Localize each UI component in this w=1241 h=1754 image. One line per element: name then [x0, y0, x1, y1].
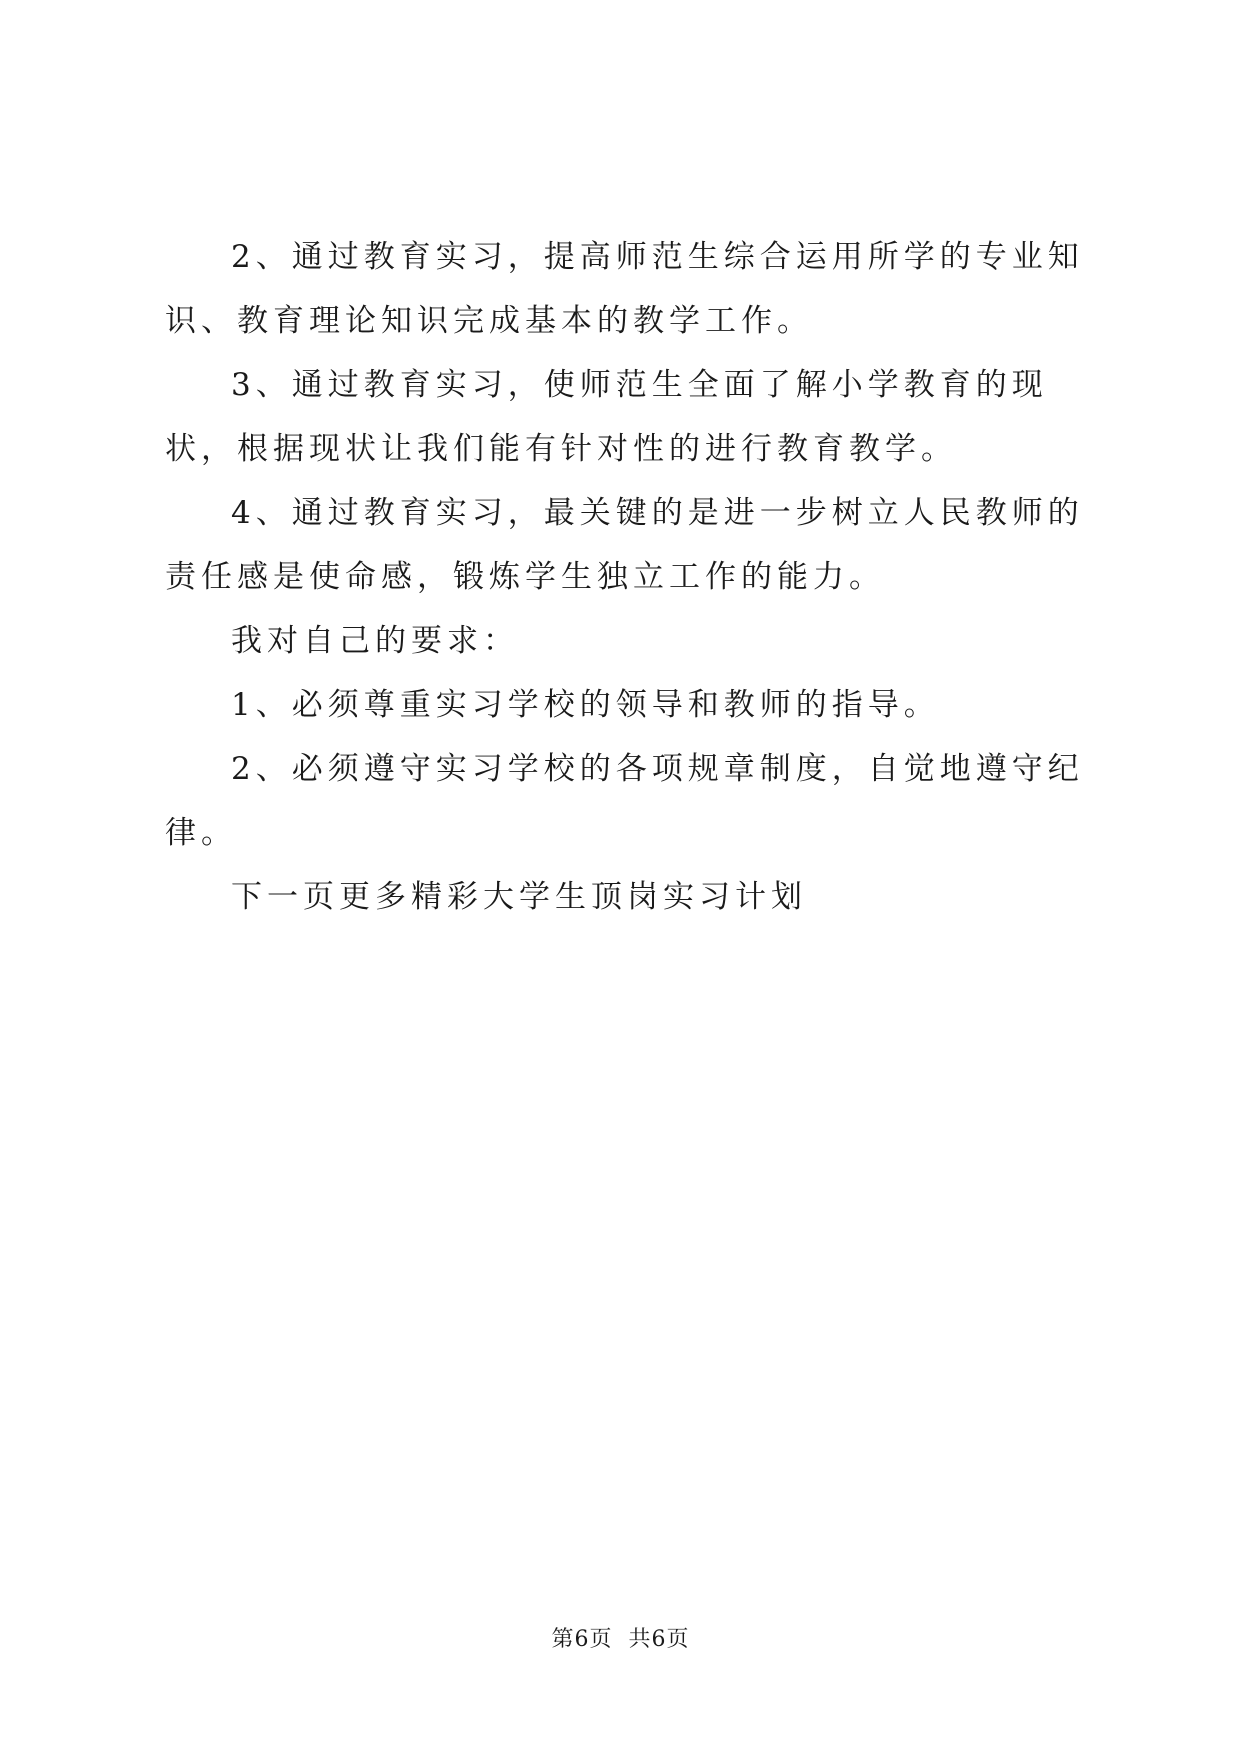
paragraph-goal-3: 3、通过教育实习，使师范生全面了解小学教育的现状，根据现状让我们能有针对性的进行教育教学。: [165, 367, 1048, 467]
paragraph-goal-4: 4、通过教育实习，最关键的是进一步树立人民教师的责任感是使命感，锻炼学生独立工作的能力。: [165, 495, 1084, 595]
page-number-current: 第6页: [551, 1627, 613, 1652]
paragraph-requirement-2: 2、必须遵守实习学校的各项规章制度，自觉地遵守纪律。: [165, 751, 1084, 851]
requirements-heading: 我对自己的要求：: [231, 623, 519, 659]
page-footer: [0, 1622, 1241, 1653]
document-body: [165, 225, 1085, 929]
page-number-total: 共6页: [628, 1627, 690, 1652]
paragraph-requirement-1: 1、必须尊重实习学校的领导和教师的指导。: [231, 687, 940, 723]
paragraph-goal-2: 2、通过教育实习，提高师范生综合运用所学的专业知识、教育理论知识完成基本的教学工作。: [165, 239, 1084, 339]
next-page-link-text: 下一页更多精彩大学生顶岗实习计划: [231, 879, 807, 915]
